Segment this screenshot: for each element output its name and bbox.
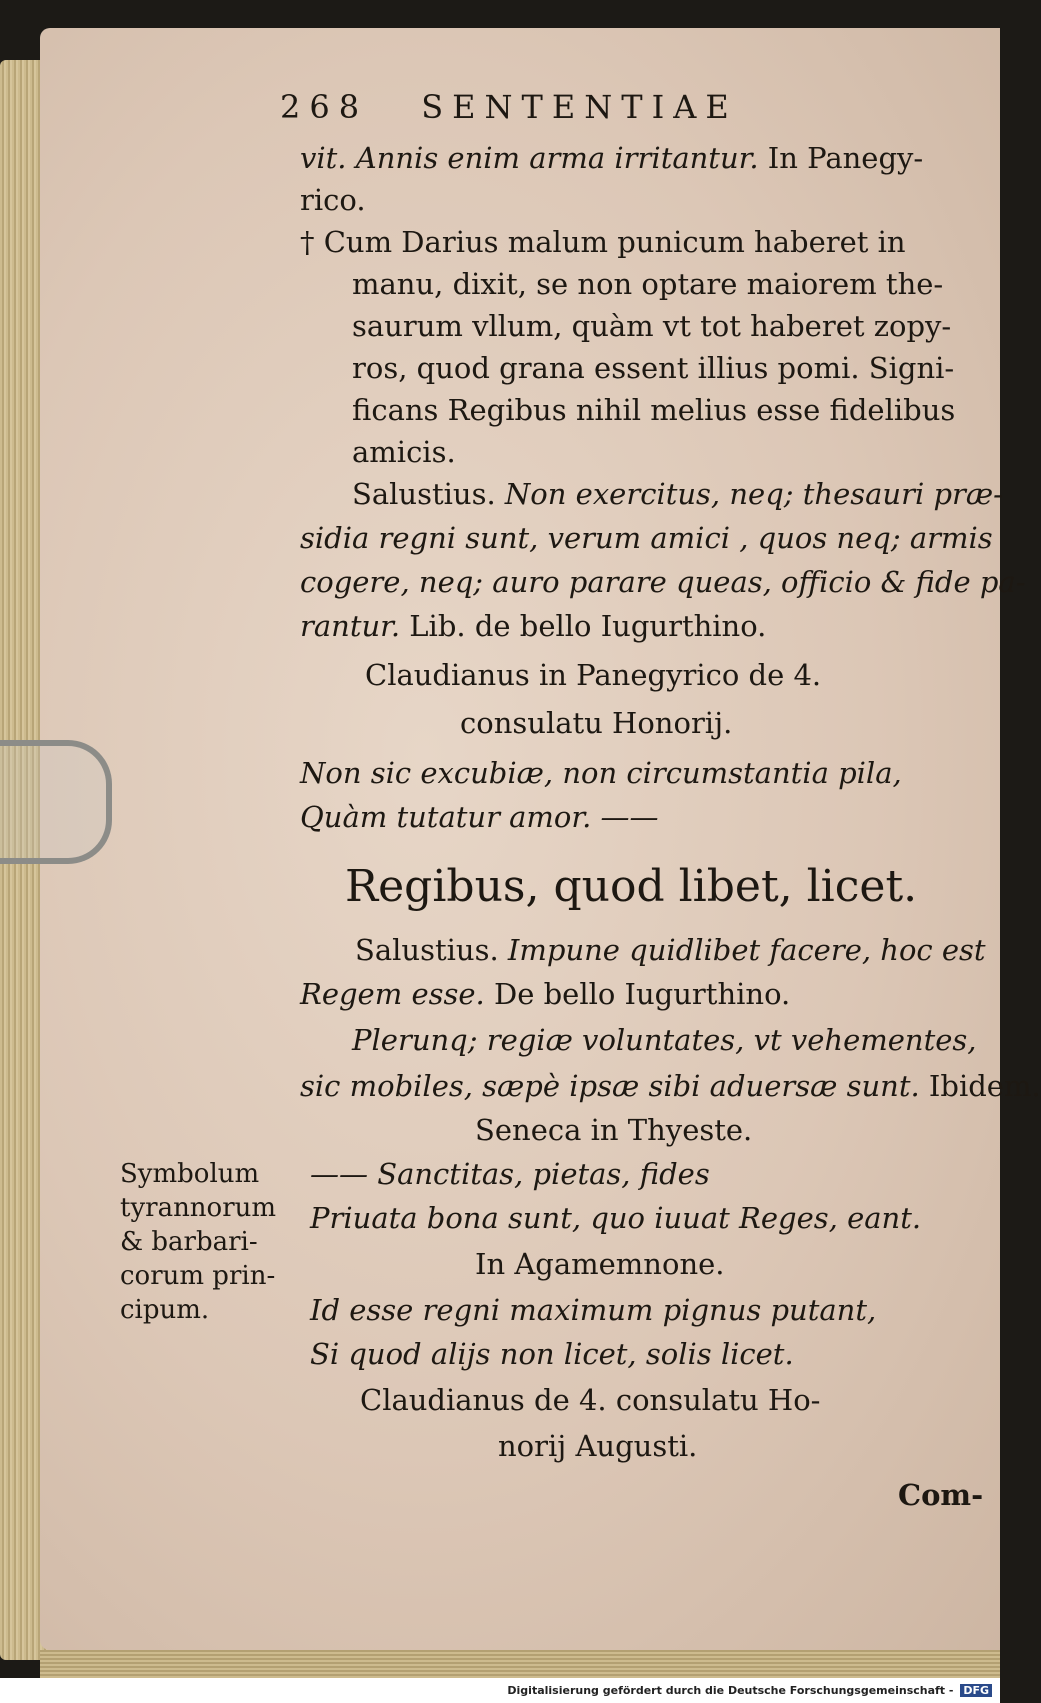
- text-line: ficans Regibus nihil melius esse fidelibus: [352, 393, 956, 427]
- text-line: cogere, neq; auro parare queas, officio & fide pa-: [300, 565, 1026, 599]
- page-header: [280, 88, 738, 126]
- text-line: sidia regni sunt, verum amici , quos neq; armis: [300, 521, 993, 555]
- text-line: Regem esse. De bello Iugurthino.: [300, 977, 791, 1011]
- book-page: [40, 28, 1041, 1650]
- text-line: rantur. Lib. de bello Iugurthino.: [300, 609, 767, 643]
- text-line: ros, quod grana essent illius pomi. Signi-: [352, 351, 955, 385]
- running-title: SENTENTIAE: [421, 88, 738, 126]
- page-edge-bottom: [40, 1650, 1000, 1678]
- text-line: saurum vllum, quàm vt tot haberet zopy-: [352, 309, 952, 343]
- text-line: Plerunq; regiæ voluntates, vt vehementes,: [352, 1023, 977, 1057]
- marginal-note-line: & barbari-: [120, 1227, 258, 1257]
- text-line: vit. Annis enim arma irritantur. In Panegy-: [300, 141, 924, 175]
- page-clip: [0, 740, 112, 864]
- text-line: Si quod alijs non licet, solis licet.: [310, 1337, 794, 1371]
- text-line: Id esse regni maximum pignus putant,: [310, 1293, 877, 1327]
- text-line: Claudianus de 4. consulatu Ho-: [360, 1383, 821, 1417]
- text-line: Seneca in Thyeste.: [475, 1113, 753, 1147]
- text-line: norij Augusti.: [498, 1429, 698, 1463]
- text-line: Non sic excubiæ, non circumstantia pila,: [300, 756, 902, 790]
- text-line: manu, dixit, se non optare maiorem the-: [352, 267, 944, 301]
- text-line: Salustius. Non exercitus, neq; thesauri præ-: [352, 477, 1003, 511]
- text-line: In Agamemnone.: [475, 1247, 725, 1281]
- text-line: Priuata bona sunt, quo iuuat Reges, eant.: [310, 1201, 922, 1235]
- text-line: —— Sanctitas, pietas, fides: [310, 1157, 710, 1191]
- marginal-note-line: Symbolum: [120, 1159, 260, 1189]
- text-line: † Cum Darius malum punicum haberet in: [300, 225, 906, 259]
- text-line: Salustius. Impune quidlibet facere, hoc est: [355, 933, 986, 967]
- dfg-logo: DFG: [960, 1684, 992, 1697]
- page-number: 268: [280, 88, 369, 126]
- digitization-footer: [0, 1678, 1000, 1703]
- text-line: sic mobiles, sæpè ipsæ sibi aduersæ sunt. Ibidem.: [300, 1069, 1041, 1103]
- marginal-note-line: corum prin-: [120, 1261, 276, 1291]
- text-line: Quàm tutatur amor. ——: [300, 800, 659, 834]
- marginal-note-line: tyrannorum: [120, 1193, 277, 1223]
- footer-credit: Digitalisierung gefördert durch die Deutsche Forschungsgemeinschaft -: [507, 1684, 954, 1697]
- text-line: consulatu Honorij.: [460, 706, 733, 740]
- catchword: Com-: [898, 1478, 984, 1512]
- text-line: amicis.: [352, 435, 456, 469]
- marginal-note-line: cipum.: [120, 1295, 210, 1325]
- text-line: Claudianus in Panegyrico de 4.: [365, 658, 822, 692]
- text-line: rico.: [300, 183, 366, 217]
- section-heading: Regibus, quod libet, licet.: [345, 861, 918, 912]
